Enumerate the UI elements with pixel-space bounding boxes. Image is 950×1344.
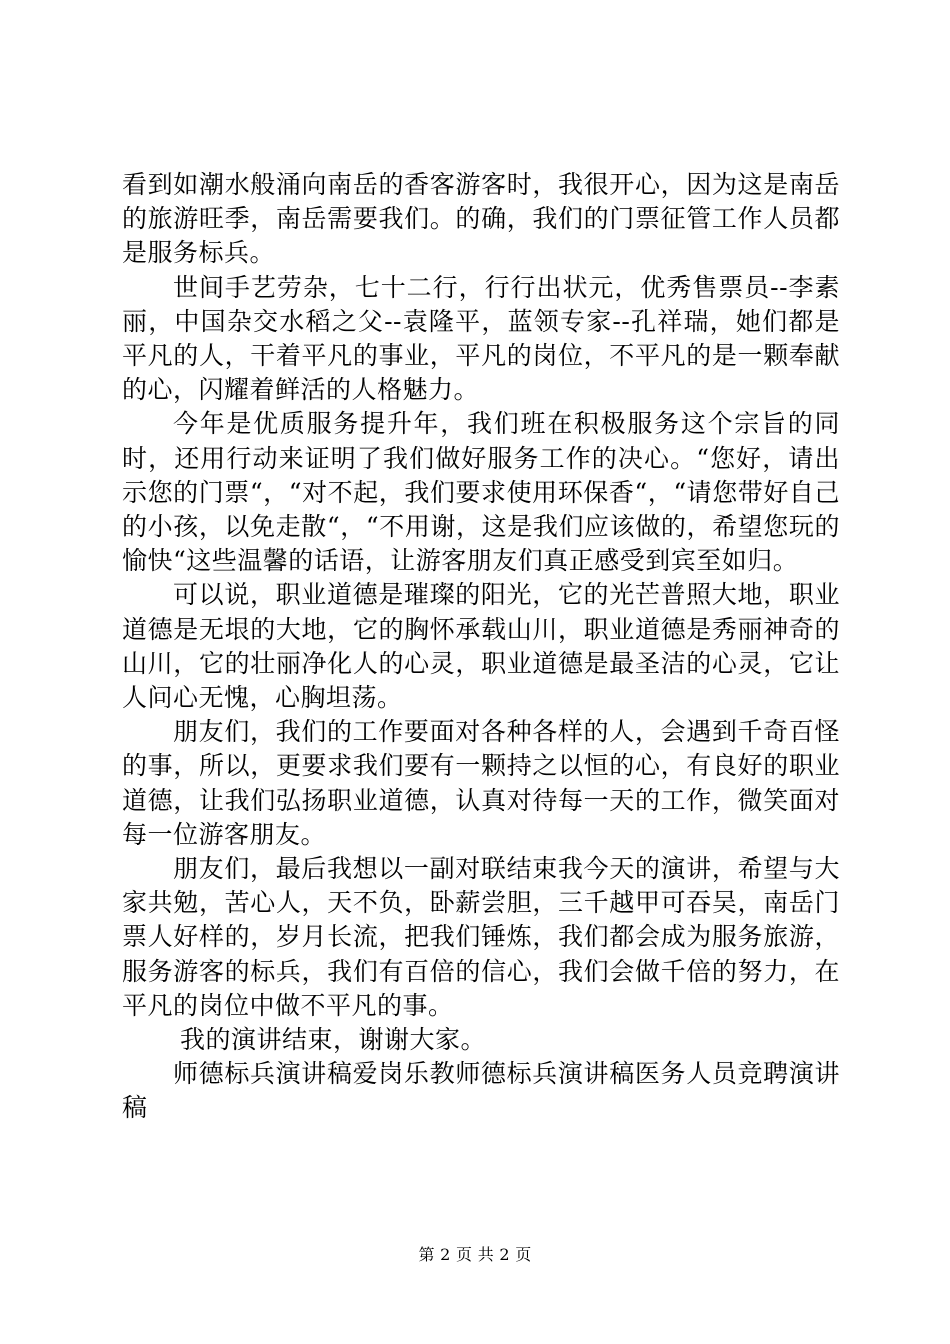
- page-footer: 第 2 页 共 2 页: [418, 1245, 532, 1264]
- related-titles: 师德标兵演讲稿爱岗乐教师德标兵演讲稿医务人员竞聘演讲稿: [122, 1059, 840, 1123]
- paragraph-5: 朋友们，我们的工作要面对各种各样的人，会遇到千奇百怪的事，所以，更要求我们要有一颗持之以恒的心，有良好的职业道德，让我们弘扬职业道德，认真对待每一天的工作，微笑面对每一位游客朋友。: [122, 717, 840, 849]
- document-body: [122, 168, 840, 1126]
- paragraph-3: 今年是优质服务提升年，我们班在积极服务这个宗旨的同时，还用行动来证明了我们做好服务工作的决心。“您好，请出示您的门票“，“对不起，我们要求使用环保香“，“请您带好自己的小孩，以免走散“，“不用谢，这是我们应该做的，希望您玩的愉快“这些温馨的话语，让游客朋友们真正感受到宾至如归。: [122, 409, 840, 576]
- paragraph-6: 朋友们，最后我想以一副对联结束我今天的演讲，希望与大家共勉，苦心人，天不负，卧薪尝胆，三千越甲可吞吴，南岳门票人好样的，岁月长流，把我们锤炼，我们都会成为服务旅游，服务游客的标兵，我们有百倍的信心，我们会做千倍的努力，在平凡的岗位中做不平凡的事。: [122, 854, 840, 1020]
- paragraph-1: 看到如潮水般涌向南岳的香客游客时，我很开心，因为这是南岳的旅游旺季，南岳需要我们。的确，我们的门票征管工作人员都是服务标兵。: [122, 170, 840, 268]
- closing-line: 我的演讲结束，谢谢大家。: [180, 1025, 487, 1055]
- paragraph-2: 世间手艺劳杂，七十二行，行行出状元，优秀售票员--李素丽，中国杂交水稻之父--袁隆平，蓝领专家--孔祥瑞，她们都是平凡的人，干着平凡的事业，平凡的岗位，不平凡的是一颗奉献的心，闪耀着鲜活的人格魅力。: [122, 272, 840, 405]
- paragraph-4: 可以说，职业道德是璀璨的阳光，它的光芒普照大地，职业道德是无垠的大地，它的胸怀承载山川，职业道德是秀丽神奇的山川，它的壮丽净化人的心灵，职业道德是最圣洁的心灵，它让人问心无愧，心胸坦荡。: [122, 580, 840, 713]
